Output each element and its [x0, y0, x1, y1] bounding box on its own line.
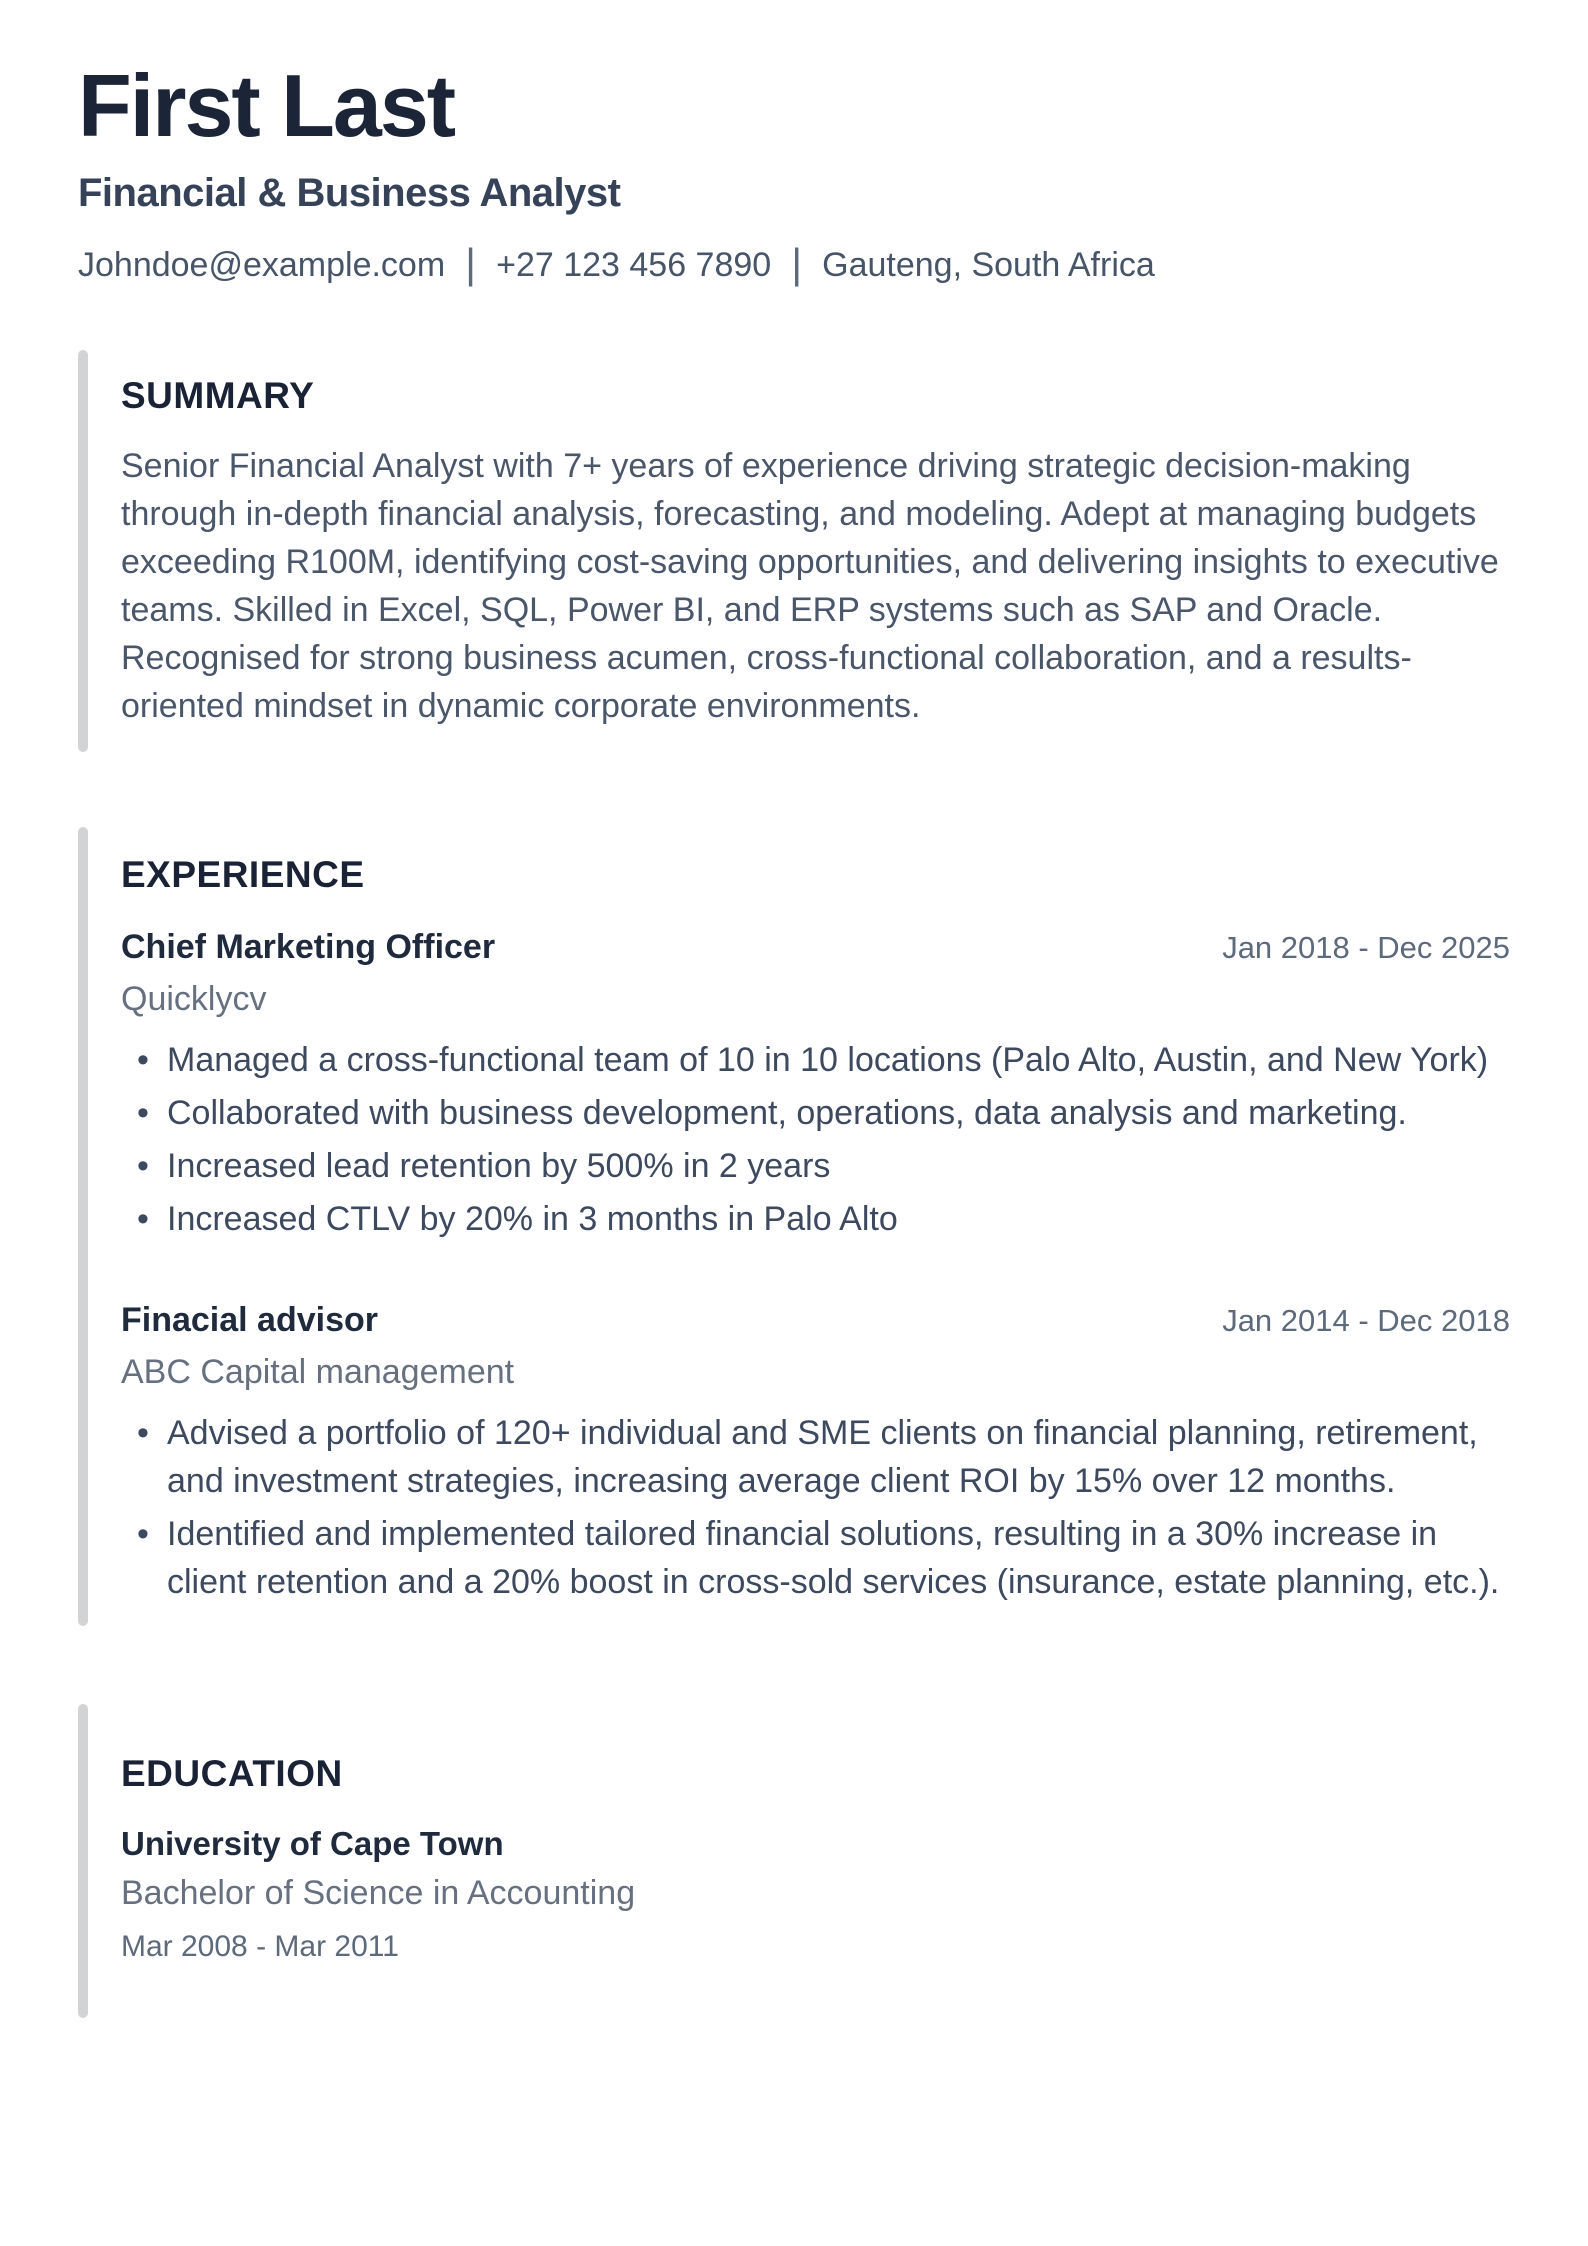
job-company: Quicklycv — [121, 979, 267, 1018]
section-accent-bar — [78, 827, 88, 1625]
bullet-item: • Advised a portfolio of 120+ individual and SME clients on financial planning, retirement, and investment strategies, increasing average client ROI by 15% over 12 months. — [121, 1409, 1510, 1505]
school-degree: Bachelor of Science in Accounting — [121, 1873, 636, 1912]
education-entry — [121, 1822, 1510, 1968]
job-dates: Jan 2014 - Dec 2018 — [1222, 1302, 1510, 1338]
job-bullet-list — [121, 1036, 1510, 1243]
bullet-item: • Identified and implemented tailored financial solutions, resulting in a 30% increase in client retention and a 20% boost in cross-sold services (insurance, estate planning, etc.). — [121, 1510, 1510, 1606]
job-dates: Jan 2018 - Dec 2025 — [1222, 929, 1510, 965]
school-dates: Mar 2008 - Mar 2011 — [121, 1929, 399, 1963]
experience-heading: EXPERIENCE — [121, 854, 365, 896]
education-heading: EDUCATION — [121, 1752, 343, 1794]
person-name: First Last — [78, 56, 455, 155]
bullet-item: • Increased lead retention by 500% in 2 years — [121, 1142, 1510, 1190]
job-bullet-list — [121, 1409, 1510, 1606]
section-accent-bar — [78, 350, 88, 752]
contact-separator: | — [791, 239, 803, 287]
contact-email: Johndoe@example.com — [78, 246, 446, 285]
bullet-item: • Collaborated with business development, operations, data analysis and marketing. — [121, 1089, 1510, 1137]
contact-separator: | — [465, 239, 477, 287]
job-header — [121, 924, 1510, 970]
job-company: ABC Capital management — [121, 1352, 515, 1391]
section-accent-bar — [78, 1704, 88, 2018]
job-header — [121, 1297, 1510, 1343]
job-entry — [121, 1297, 1510, 1606]
contact-line — [78, 239, 1510, 290]
bullet-item: • Managed a cross-functional team of 10 in 10 locations (Palo Alto, Austin, and New York) — [121, 1036, 1510, 1084]
bullet-item: • Increased CTLV by 20% in 3 months in Palo Alto — [121, 1195, 1510, 1243]
person-title: Financial & Business Analyst — [78, 170, 621, 215]
education-section — [78, 1704, 1510, 2018]
contact-phone: +27 123 456 7890 — [496, 246, 772, 285]
contact-location: Gauteng, South Africa — [822, 246, 1155, 285]
resume-header — [78, 58, 1510, 290]
experience-section — [78, 827, 1510, 1625]
job-entry — [121, 924, 1510, 1243]
summary-section — [78, 350, 1510, 752]
job-title: Finacial advisor — [121, 1300, 378, 1339]
job-title: Chief Marketing Officer — [121, 927, 496, 966]
summary-text: Senior Financial Analyst with 7+ years of experience driving strategic decision-making through in-depth financial analysis, forecasting, and modeling. Adept at managing budgets exceeding R100M, identifying cost-saving opportunities, and delivering insights to executive teams. Skilled in Excel, SQL, Power BI, and ERP systems such as SAP and Oracle. Recognised for strong business acumen, cross-functional collaboration, and a results-oriented mindset in dynamic corporate environments. — [121, 447, 1499, 726]
summary-heading: SUMMARY — [121, 374, 315, 416]
school-name: University of Cape Town — [121, 1824, 504, 1862]
